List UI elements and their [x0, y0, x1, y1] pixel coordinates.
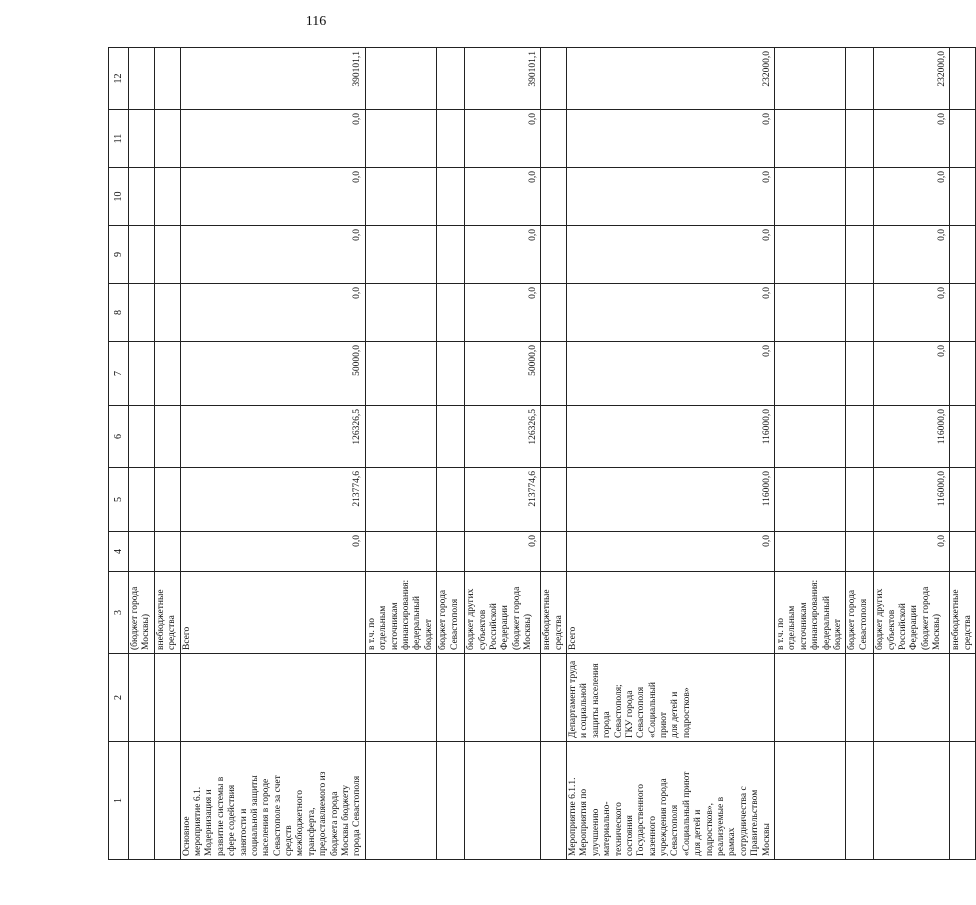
funding-source-cell-line: финансирования: — [400, 579, 411, 650]
funding-source-cell — [774, 572, 845, 654]
value-cell-col-12: 232000,0 — [566, 48, 774, 110]
funding-source-cell-line: федеральный — [821, 596, 832, 650]
value-cell-col-5 — [437, 468, 465, 532]
executor-cell — [437, 654, 465, 742]
value-cell-col-12 — [541, 48, 567, 110]
column-number-5: 5 — [109, 468, 129, 532]
value-cell-col-8: 0,0 — [180, 284, 365, 342]
funding-source-cell-line: (бюджет города — [130, 586, 140, 650]
funding-source-cell — [874, 572, 950, 654]
event-name-cell-line: сотрудничества с — [738, 786, 749, 856]
table-row — [437, 48, 465, 860]
value-cell-col-12: 390101,1 — [465, 48, 541, 110]
table-row — [180, 48, 365, 860]
funding-source-cell-line: Федерации — [909, 605, 920, 650]
event-name-cell-line: улучшению — [590, 808, 601, 856]
value-cell-col-7 — [774, 342, 845, 406]
executor-cell — [465, 654, 541, 742]
funding-source-cell-line: (бюджет города — [920, 586, 931, 650]
funding-source-cell — [566, 572, 774, 654]
executor-cell-line: защиты населения — [590, 663, 601, 738]
value-cell-col-11 — [154, 110, 180, 168]
value-cell-col-8: 0,0 — [465, 284, 541, 342]
event-name-cell-line: реализуемые в — [716, 796, 727, 856]
value-cell-col-4 — [365, 532, 436, 572]
funding-source-cell-line: Москвы) — [932, 613, 943, 650]
value-cell-col-6: 126326,5 — [465, 406, 541, 468]
value-cell-col-8 — [437, 284, 465, 342]
value-cell-col-9 — [154, 226, 180, 284]
funding-source-cell — [365, 572, 436, 654]
funding-source-cell-line: отдельным — [378, 605, 389, 650]
funding-source-cell — [129, 572, 155, 654]
column-number-6: 6 — [109, 406, 129, 468]
value-cell-col-7 — [365, 342, 436, 406]
event-name-cell-line: сфере содействия — [227, 784, 238, 856]
funding-source-cell — [950, 572, 976, 654]
executor-cell — [874, 654, 950, 742]
value-cell-col-11: 0,0 — [465, 110, 541, 168]
column-number-9: 9 — [109, 226, 129, 284]
value-cell-col-7 — [129, 342, 155, 406]
event-name-cell-line: состояния — [624, 815, 635, 856]
value-cell-col-10: 0,0 — [566, 168, 774, 226]
executor-cell — [541, 654, 567, 742]
funding-source-cell — [180, 572, 365, 654]
event-name-cell-line: рамках — [727, 827, 738, 856]
value-cell-col-12 — [950, 48, 976, 110]
value-cell-col-5 — [541, 468, 567, 532]
event-name-cell — [365, 742, 436, 860]
value-cell-col-6 — [774, 406, 845, 468]
table-row — [950, 48, 976, 860]
value-cell-col-4: 0,0 — [465, 532, 541, 572]
executor-cell-line: «Социальный приют — [647, 682, 670, 738]
value-cell-col-5 — [129, 468, 155, 532]
value-cell-col-4 — [437, 532, 465, 572]
value-cell-col-10: 0,0 — [465, 168, 541, 226]
event-name-cell-line: Правительством — [750, 789, 761, 856]
value-cell-col-10 — [365, 168, 436, 226]
column-number-11: 11 — [109, 110, 129, 168]
event-name-cell-line: социальной защиты — [249, 775, 260, 856]
table-row — [774, 48, 845, 860]
value-cell-col-12 — [437, 48, 465, 110]
event-name-cell-line: Мероприятие 6.1.1. — [567, 777, 578, 856]
funding-source-cell-line: источникам — [798, 602, 809, 650]
value-cell-col-9 — [950, 226, 976, 284]
value-cell-col-5: 116000,0 — [874, 468, 950, 532]
event-name-cell-line: казенного — [647, 816, 658, 856]
funding-source-cell-line: федеральный — [412, 596, 423, 650]
executor-cell-line: Севастополя — [636, 686, 647, 738]
value-cell-col-6 — [541, 406, 567, 468]
value-cell-col-10: 0,0 — [874, 168, 950, 226]
value-cell-col-11 — [846, 110, 874, 168]
event-name-cell-line: для детей и — [693, 809, 704, 856]
table-row — [365, 48, 436, 860]
event-name-cell — [846, 742, 874, 860]
value-cell-col-7 — [846, 342, 874, 406]
event-name-cell-line: технического — [613, 802, 624, 856]
event-name-cell-line: Москвы бюджету — [341, 785, 352, 856]
value-cell-col-9 — [365, 226, 436, 284]
value-cell-col-4 — [950, 532, 976, 572]
funding-source-cell-line: Москвы) — [523, 613, 534, 650]
value-cell-col-12 — [365, 48, 436, 110]
value-cell-col-8 — [541, 284, 567, 342]
value-cell-col-4 — [846, 532, 874, 572]
funding-source-cell-line: Федерации — [500, 605, 511, 650]
funding-source-cell-line: средства — [553, 615, 564, 650]
funding-source-cell-line: (бюджет города — [511, 586, 522, 650]
executor-cell-line: и социальной — [579, 683, 590, 738]
funding-source-cell-line: субъектов — [477, 609, 488, 650]
value-cell-col-7: 0,0 — [566, 342, 774, 406]
funding-source-cell-line: Всего — [181, 626, 192, 650]
value-cell-col-7 — [437, 342, 465, 406]
page-number: 116 — [305, 14, 327, 29]
value-cell-col-11 — [774, 110, 845, 168]
value-cell-col-11 — [129, 110, 155, 168]
event-name-cell-line: межбюджетного — [295, 790, 306, 856]
executor-cell — [950, 654, 976, 742]
funding-source-cell-line: бюджет других — [875, 588, 886, 650]
table-row — [541, 48, 567, 860]
column-number-10: 10 — [109, 168, 129, 226]
value-cell-col-10 — [154, 168, 180, 226]
funding-source-cell-line: бюджет других — [466, 588, 477, 650]
value-cell-col-5 — [846, 468, 874, 532]
table-row — [566, 48, 774, 860]
funding-source-cell-line: Российской — [898, 603, 909, 650]
value-cell-col-5 — [154, 468, 180, 532]
value-cell-col-5 — [950, 468, 976, 532]
funding-source-cell — [437, 572, 465, 654]
event-name-cell — [874, 742, 950, 860]
value-cell-col-11 — [437, 110, 465, 168]
value-cell-col-6 — [129, 406, 155, 468]
financing-table — [108, 47, 976, 860]
value-cell-col-9 — [846, 226, 874, 284]
value-cell-col-8: 0,0 — [566, 284, 774, 342]
value-cell-col-12 — [846, 48, 874, 110]
value-cell-col-5 — [365, 468, 436, 532]
executor-cell — [774, 654, 845, 742]
event-name-cell-line: города Севастополя — [352, 775, 363, 856]
event-name-cell-line: Государственного — [636, 783, 647, 856]
funding-source-cell-line: Севастополя — [858, 598, 869, 650]
funding-source-cell — [846, 572, 874, 654]
value-cell-col-7 — [154, 342, 180, 406]
value-cell-col-10 — [541, 168, 567, 226]
funding-source-cell-line: Российской — [488, 603, 499, 650]
executor-cell — [566, 654, 774, 742]
value-cell-col-9: 0,0 — [180, 226, 365, 284]
event-name-cell-line: мероприятие 6.1. — [192, 786, 203, 856]
value-cell-col-10 — [846, 168, 874, 226]
value-cell-col-4: 0,0 — [874, 532, 950, 572]
event-name-cell-line: Основное — [181, 816, 192, 856]
value-cell-col-6: 116000,0 — [874, 406, 950, 468]
value-cell-col-5 — [774, 468, 845, 532]
value-cell-col-9 — [774, 226, 845, 284]
executor-cell — [846, 654, 874, 742]
event-name-cell-line: материально- — [602, 801, 613, 856]
executor-cell-line: подростков» — [681, 687, 692, 738]
value-cell-col-10: 0,0 — [180, 168, 365, 226]
table-row — [129, 48, 155, 860]
event-name-cell — [437, 742, 465, 860]
funding-source-cell-line: в т.ч. по — [775, 617, 786, 650]
event-name-cell — [950, 742, 976, 860]
event-name-cell-line: учреждения города — [659, 778, 670, 856]
funding-source-cell-line: бюджет города — [847, 589, 858, 650]
value-cell-col-11 — [950, 110, 976, 168]
value-cell-col-12 — [774, 48, 845, 110]
value-cell-col-10 — [437, 168, 465, 226]
funding-source-cell-line: Всего — [567, 626, 578, 650]
event-name-cell-line: Севастополя — [670, 804, 681, 856]
funding-source-cell-line: бюджет — [423, 618, 434, 650]
table-row — [874, 48, 950, 860]
executor-cell-line: Департамент труда — [567, 660, 578, 738]
funding-source-cell-line: внебюджетные — [951, 589, 962, 650]
value-cell-col-6 — [365, 406, 436, 468]
value-cell-col-7: 50000,0 — [180, 342, 365, 406]
event-name-cell-line: Модернизация и — [204, 789, 215, 856]
value-cell-col-8 — [129, 284, 155, 342]
value-cell-col-5: 213774,6 — [465, 468, 541, 532]
event-name-cell — [566, 742, 774, 860]
table-frame — [108, 48, 973, 860]
value-cell-col-12 — [154, 48, 180, 110]
funding-source-cell-line: финансирования: — [810, 579, 821, 650]
value-cell-col-4: 0,0 — [566, 532, 774, 572]
column-number-12: 12 — [109, 48, 129, 110]
value-cell-col-5: 116000,0 — [566, 468, 774, 532]
value-cell-col-9: 0,0 — [566, 226, 774, 284]
value-cell-col-12: 390101,1 — [180, 48, 365, 110]
value-cell-col-7: 0,0 — [874, 342, 950, 406]
event-name-cell-line: Севастополе за счет — [272, 775, 283, 856]
executor-cell-line: города Севастополя; — [602, 684, 624, 738]
header-row — [109, 48, 129, 860]
event-name-cell-line: бюджета города — [329, 791, 340, 856]
funding-source-cell-line: средства — [167, 615, 178, 650]
funding-source-cell-line: бюджет города — [438, 589, 449, 650]
executor-cell — [129, 654, 155, 742]
event-name-cell-line: трансферта, — [306, 807, 317, 856]
value-cell-col-12: 232000,0 — [874, 48, 950, 110]
value-cell-col-9 — [129, 226, 155, 284]
value-cell-col-11 — [541, 110, 567, 168]
event-name-cell — [180, 742, 365, 860]
value-cell-col-6 — [846, 406, 874, 468]
table-row — [154, 48, 180, 860]
value-cell-col-11: 0,0 — [180, 110, 365, 168]
value-cell-col-6 — [154, 406, 180, 468]
value-cell-col-4: 0,0 — [180, 532, 365, 572]
funding-source-cell — [541, 572, 567, 654]
executor-cell — [154, 654, 180, 742]
funding-source-cell — [465, 572, 541, 654]
value-cell-col-8: 0,0 — [874, 284, 950, 342]
value-cell-col-12 — [129, 48, 155, 110]
value-cell-col-4 — [541, 532, 567, 572]
value-cell-col-10 — [129, 168, 155, 226]
value-cell-col-9: 0,0 — [465, 226, 541, 284]
value-cell-col-5: 213774,6 — [180, 468, 365, 532]
value-cell-col-10 — [950, 168, 976, 226]
event-name-cell-line: занятости и — [238, 808, 249, 856]
funding-source-cell-line: субъектов — [886, 609, 897, 650]
executor-cell-line: ГКУ города — [624, 690, 635, 738]
column-number-7: 7 — [109, 342, 129, 406]
value-cell-col-8 — [154, 284, 180, 342]
value-cell-col-11: 0,0 — [566, 110, 774, 168]
executor-cell — [365, 654, 436, 742]
event-name-cell — [129, 742, 155, 860]
rotated-table-wrapper — [108, 48, 973, 860]
funding-source-cell-line: средства — [962, 615, 973, 650]
event-name-cell-line: средств — [284, 825, 295, 856]
value-cell-col-8 — [846, 284, 874, 342]
event-name-cell-line: развитие системы в — [215, 776, 226, 856]
value-cell-col-9 — [541, 226, 567, 284]
funding-source-cell-line: источникам — [389, 602, 400, 650]
column-number-2: 2 — [109, 654, 129, 742]
value-cell-col-9 — [437, 226, 465, 284]
funding-source-cell-line: внебюджетные — [155, 589, 166, 650]
value-cell-col-7: 50000,0 — [465, 342, 541, 406]
value-cell-col-8 — [774, 284, 845, 342]
event-name-cell — [774, 742, 845, 860]
event-name-cell-line: Москвы — [761, 823, 772, 856]
event-name-cell-line: Мероприятия по — [579, 788, 590, 856]
event-name-cell — [154, 742, 180, 860]
value-cell-col-4 — [154, 532, 180, 572]
value-cell-col-11 — [365, 110, 436, 168]
event-name-cell — [541, 742, 567, 860]
value-cell-col-6 — [437, 406, 465, 468]
value-cell-col-7 — [541, 342, 567, 406]
value-cell-col-6: 126326,5 — [180, 406, 365, 468]
value-cell-col-4 — [129, 532, 155, 572]
value-cell-col-4 — [774, 532, 845, 572]
funding-source-cell — [154, 572, 180, 654]
event-name-cell-line: «Социальный приют — [681, 771, 692, 856]
event-name-cell-line: населения в городе — [261, 778, 272, 856]
column-number-4: 4 — [109, 532, 129, 572]
value-cell-col-6 — [950, 406, 976, 468]
executor-cell-line: для детей и — [670, 691, 681, 738]
funding-source-cell-line: Севастополя — [449, 598, 460, 650]
column-number-8: 8 — [109, 284, 129, 342]
executor-cell — [180, 654, 365, 742]
value-cell-col-8 — [365, 284, 436, 342]
column-number-1: 1 — [109, 742, 129, 860]
event-name-cell — [465, 742, 541, 860]
value-cell-col-8 — [950, 284, 976, 342]
funding-source-cell-line: внебюджетные — [542, 589, 553, 650]
funding-source-cell-line: бюджет — [832, 618, 843, 650]
funding-source-cell-line: Москвы) — [141, 613, 152, 650]
value-cell-col-6: 116000,0 — [566, 406, 774, 468]
funding-source-cell-line: в т.ч. по — [366, 617, 377, 650]
table-row — [465, 48, 541, 860]
event-name-cell-line: подростков», — [704, 803, 715, 856]
column-number-3: 3 — [109, 572, 129, 654]
table-row — [846, 48, 874, 860]
value-cell-col-7 — [950, 342, 976, 406]
value-cell-col-9: 0,0 — [874, 226, 950, 284]
value-cell-col-11: 0,0 — [874, 110, 950, 168]
value-cell-col-10 — [774, 168, 845, 226]
funding-source-cell-line: отдельным — [787, 605, 798, 650]
event-name-cell-line: предоставляемого из — [318, 771, 329, 856]
